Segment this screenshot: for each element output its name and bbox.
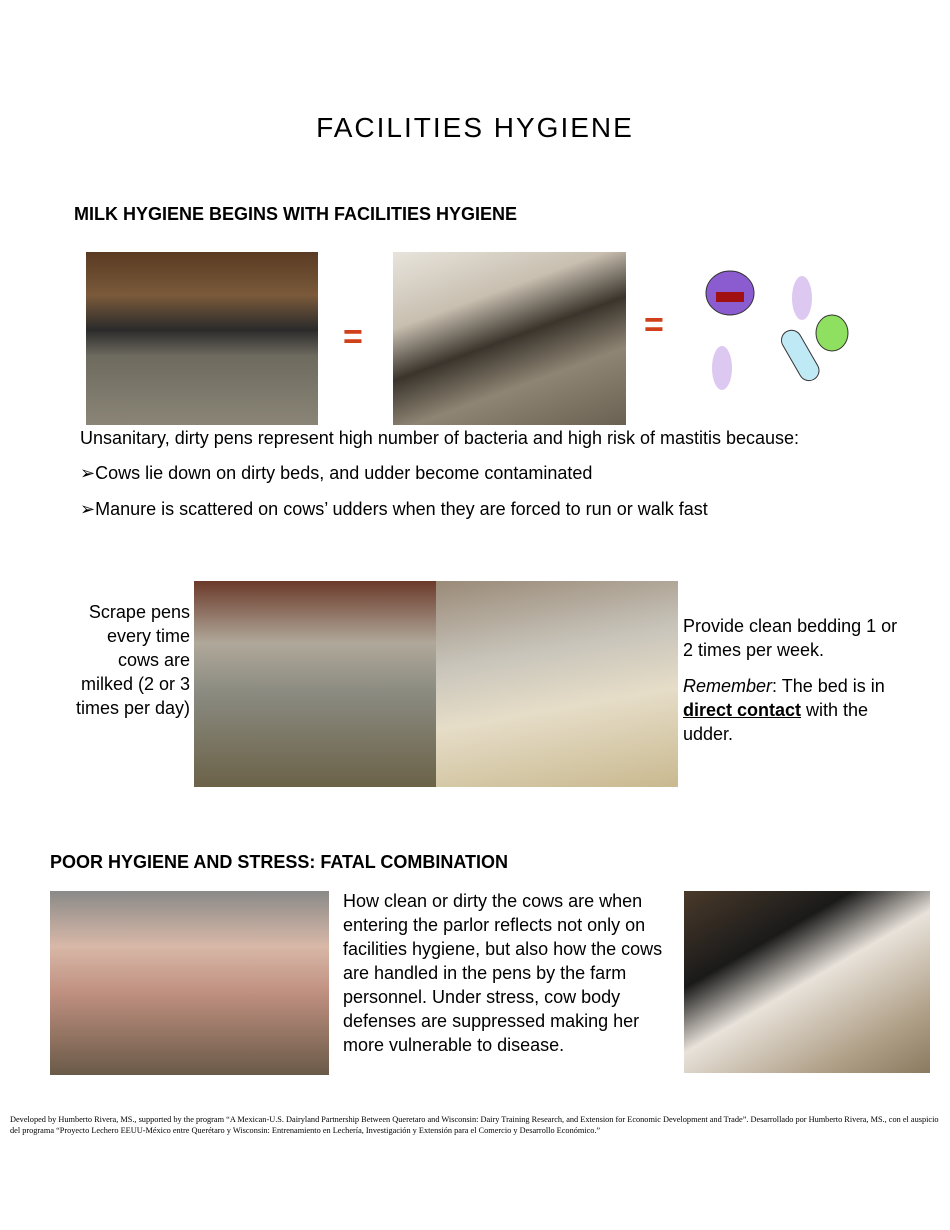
dirty-pen-photo (86, 252, 318, 425)
scrape-pens-text: Scrape pens every time cows are milked (2 or 3 times per day) (75, 602, 190, 718)
equals-sign: = (343, 318, 363, 356)
clean-bedding-photo (436, 581, 678, 787)
section-heading-poor-hygiene: POOR HYGIENE AND STRESS: FATAL COMBINATION (50, 852, 509, 872)
milking-udders-photo (50, 891, 329, 1075)
section-heading-milk-hygiene: MILK HYGIENE BEGINS WITH FACILITIES HYGIENE (74, 204, 518, 224)
cow-udder-photo (684, 891, 930, 1073)
clean-bedding-text: Provide clean bedding 1 or 2 times per week. (683, 616, 898, 660)
dirty-udder-photo (393, 252, 626, 425)
bullet-item: ➢Cows lie down on dirty beds, and udder become contaminated (80, 463, 593, 483)
scraping-pen-photo (194, 581, 436, 787)
bullet-item: ➢Manure is scattered on cows’ udders when they are forced to run or walk fast (80, 499, 708, 519)
footer-credits: Developed by Humberto Rivera, MS., supported by the program “A Mexican-U.S. Dairyland Partnership Between Queretaro and Wisconsin: Dairy Training Research, and Extension for Economic Development and Trade”. Desarrollado por Humberto Rivera, MS., con el auspicio del programa “Proyecto Lechero EEUU-México entre Querétaro y Wisconsin: Entrenamiento en Lechería, Investigación y Extensión para el Comercio y Desarrollo Económico.” (10, 1115, 939, 1135)
intro-text: Unsanitary, dirty pens represent high number of bacteria and high risk of mastitis because: (80, 428, 800, 448)
page-title: FACILITIES HYGIENE (316, 112, 634, 143)
arrow-bullet-icon: ➢ (80, 499, 96, 519)
bacteria-illustration (690, 258, 870, 418)
arrow-bullet-icon: ➢ (80, 463, 96, 483)
equals-sign: = (644, 306, 664, 344)
stress-text: How clean or dirty the cows are when entering the parlor reflects not only on facilities hygiene, but also how the cows are handled in the pens by the farm personnel. Under stress, cow body defenses are suppressed making her more vulnerable to disease. (343, 891, 663, 1055)
remember-text: Remember: The bed is in direct contact with the udder. (683, 676, 885, 744)
